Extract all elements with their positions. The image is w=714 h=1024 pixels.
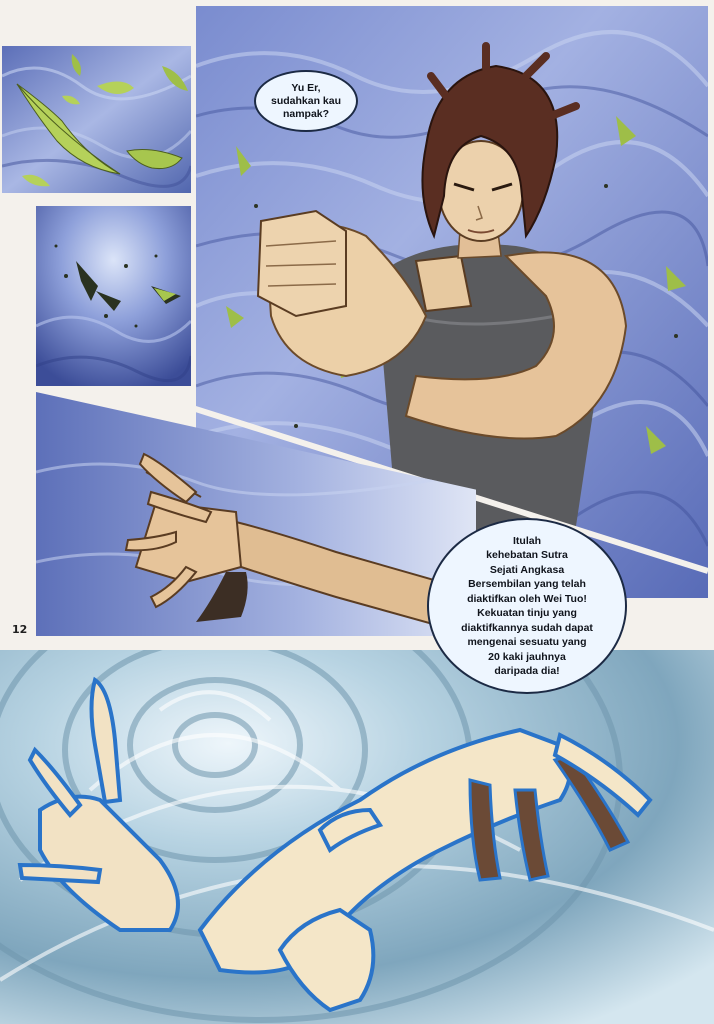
speech-bubble-bottom-text: Itulah kehebatan Sutra Sejati Angkasa Bersembilan yang telah diaktifkan oleh Wei Tuo! Kekuatan tinju yang diaktifkannya sudah dapat mengenai sesuatu yang 20 kaki jauhnya daripada dia! <box>461 534 593 677</box>
panel-falling-leaves <box>2 46 191 193</box>
speech-bubble-top <box>254 70 358 132</box>
vortex-hands-art <box>0 650 714 1024</box>
panel-debris-burst <box>36 206 191 386</box>
falling-leaves-art <box>2 46 191 193</box>
speech-bubble-bottom <box>427 518 627 694</box>
panel-vortex-hands <box>0 650 714 1024</box>
speech-bubble-top-text: Yu Er, sudahkan kau nampak? <box>270 81 342 120</box>
page-number: 12 <box>12 623 28 636</box>
debris-burst-art <box>36 206 191 386</box>
